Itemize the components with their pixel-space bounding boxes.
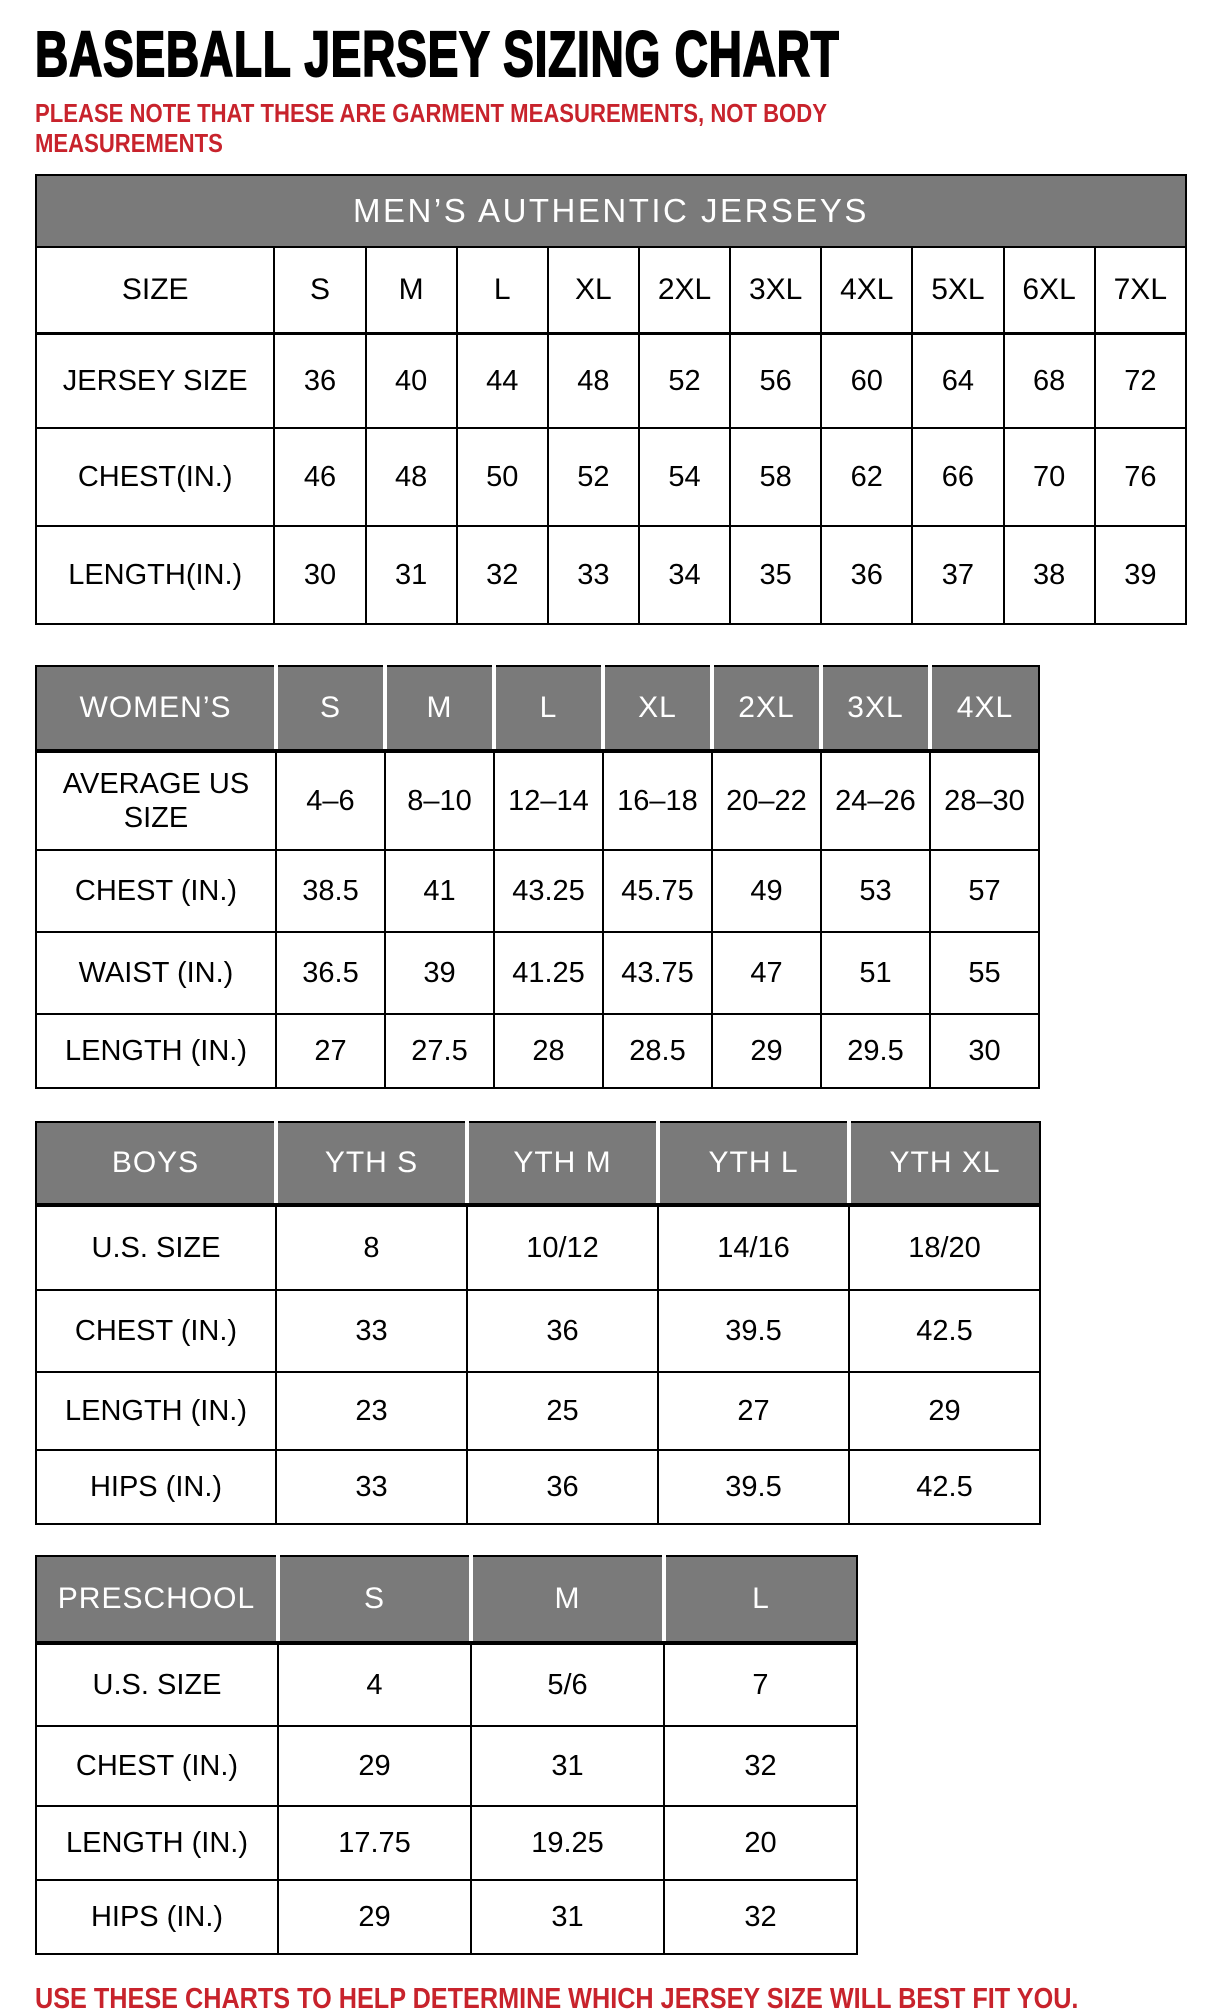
row-label: WAIST (IN.) [36, 932, 276, 1014]
column-header: L [457, 247, 548, 334]
table-title-bar: MEN’S AUTHENTIC JERSEYS [36, 175, 1186, 247]
cell-value: 16–18 [603, 751, 712, 850]
cell-value: 24–26 [821, 751, 930, 850]
table-row [36, 932, 1039, 1014]
cell-value: 45.75 [603, 850, 712, 932]
column-header: XL [548, 247, 639, 334]
cell-value: 29 [278, 1726, 471, 1806]
header-row [36, 666, 1039, 751]
row-group-header: PRESCHOOL [36, 1556, 278, 1643]
row-label: JERSEY SIZE [36, 334, 274, 429]
cell-value: 31 [471, 1726, 664, 1806]
table-row [36, 1726, 857, 1806]
row-label: LENGTH (IN.) [36, 1014, 276, 1088]
row-label: LENGTH(IN.) [36, 526, 274, 624]
womens-jerseys-table [35, 665, 1040, 1089]
cell-value: 66 [912, 428, 1003, 526]
cell-value: 76 [1095, 428, 1186, 526]
cell-value: 39 [1095, 526, 1186, 624]
cell-value: 17.75 [278, 1806, 471, 1880]
row-label: CHEST (IN.) [36, 1290, 276, 1372]
cell-value: 36.5 [276, 932, 385, 1014]
column-header: YTH S [276, 1122, 467, 1205]
cell-value: 41 [385, 850, 494, 932]
table-row [36, 428, 1186, 526]
cell-value: 29 [849, 1372, 1040, 1450]
row-label: U.S. SIZE [36, 1643, 278, 1726]
cell-value: 68 [1004, 334, 1095, 429]
cell-value: 4 [278, 1643, 471, 1726]
cell-value: 70 [1004, 428, 1095, 526]
column-header: 6XL [1004, 247, 1095, 334]
row-label: LENGTH (IN.) [36, 1372, 276, 1450]
row-label: HIPS (IN.) [36, 1450, 276, 1524]
cell-value: 37 [912, 526, 1003, 624]
table-row [36, 1290, 1040, 1372]
cell-value: 31 [366, 526, 457, 624]
cell-value: 47 [712, 932, 821, 1014]
cell-value: 72 [1095, 334, 1186, 429]
column-header: YTH L [658, 1122, 849, 1205]
cell-value: 40 [366, 334, 457, 429]
cell-value: 8 [276, 1205, 467, 1290]
boys-jerseys-table [35, 1121, 1041, 1525]
cell-value: 56 [730, 334, 821, 429]
table-row [36, 526, 1186, 624]
column-header: 3XL [821, 666, 930, 751]
column-header: M [366, 247, 457, 334]
fit-advice-note [35, 1983, 1220, 2016]
cell-value: 32 [457, 526, 548, 624]
cell-value: 51 [821, 932, 930, 1014]
cell-value: 30 [930, 1014, 1039, 1088]
cell-value: 28.5 [603, 1014, 712, 1088]
cell-value: 30 [274, 526, 365, 624]
cell-value: 12–14 [494, 751, 603, 850]
column-header: 5XL [912, 247, 1003, 334]
cell-value: 48 [548, 334, 639, 429]
cell-value: 29 [712, 1014, 821, 1088]
cell-value: 7 [664, 1643, 857, 1726]
header-row [36, 1122, 1040, 1205]
table-row [36, 1450, 1040, 1524]
header-row [36, 1556, 857, 1643]
row-label: U.S. SIZE [36, 1205, 276, 1290]
cell-value: 33 [276, 1290, 467, 1372]
cell-value: 20–22 [712, 751, 821, 850]
header-row [36, 247, 1186, 334]
table-row [36, 1643, 857, 1726]
cell-value: 55 [930, 932, 1039, 1014]
cell-value: 27.5 [385, 1014, 494, 1088]
cell-value: 29.5 [821, 1014, 930, 1088]
cell-value: 23 [276, 1372, 467, 1450]
row-label: CHEST (IN.) [36, 1726, 278, 1806]
column-header: 2XL [639, 247, 730, 334]
column-header: 2XL [712, 666, 821, 751]
cell-value: 43.25 [494, 850, 603, 932]
cell-value: 42.5 [849, 1450, 1040, 1524]
cell-value: 10/12 [467, 1205, 658, 1290]
garment-measurement-note-text: PLEASE NOTE THAT THESE ARE GARMENT MEASUREMENTS, NOT BODY MEASUREMENTS [35, 98, 827, 158]
cell-value: 5/6 [471, 1643, 664, 1726]
column-header: 7XL [1095, 247, 1186, 334]
cell-value: 60 [821, 334, 912, 429]
column-header: YTH XL [849, 1122, 1040, 1205]
column-header: L [664, 1556, 857, 1643]
cell-value: 29 [278, 1880, 471, 1954]
mens-authentic-jerseys-table [35, 174, 1187, 625]
cell-value: 49 [712, 850, 821, 932]
cell-value: 64 [912, 334, 1003, 429]
column-header: S [278, 1556, 471, 1643]
table-row [36, 1014, 1039, 1088]
table-row [36, 334, 1186, 429]
column-header: 3XL [730, 247, 821, 334]
cell-value: 62 [821, 428, 912, 526]
cell-value: 27 [276, 1014, 385, 1088]
column-header: 4XL [821, 247, 912, 334]
page-title [35, 18, 1220, 90]
row-group-header: BOYS [36, 1122, 276, 1205]
column-header: 4XL [930, 666, 1039, 751]
cell-value: 20 [664, 1806, 857, 1880]
cell-value: 44 [457, 334, 548, 429]
cell-value: 42.5 [849, 1290, 1040, 1372]
cell-value: 58 [730, 428, 821, 526]
cell-value: 36 [274, 334, 365, 429]
cell-value: 43.75 [603, 932, 712, 1014]
row-label: LENGTH (IN.) [36, 1806, 278, 1880]
cell-value: 52 [548, 428, 639, 526]
cell-value: 57 [930, 850, 1039, 932]
cell-value: 33 [548, 526, 639, 624]
cell-value: 33 [276, 1450, 467, 1524]
cell-value: 4–6 [276, 751, 385, 850]
cell-value: 41.25 [494, 932, 603, 1014]
column-header: M [471, 1556, 664, 1643]
column-header: S [274, 247, 365, 334]
cell-value: 50 [457, 428, 548, 526]
cell-value: 39.5 [658, 1290, 849, 1372]
cell-value: 46 [274, 428, 365, 526]
table-row [36, 850, 1039, 932]
cell-value: 48 [366, 428, 457, 526]
table-row [36, 1205, 1040, 1290]
cell-value: 19.25 [471, 1806, 664, 1880]
row-label: HIPS (IN.) [36, 1880, 278, 1954]
preschool-jerseys-table [35, 1555, 858, 1955]
row-group-header: WOMEN’S [36, 666, 276, 751]
column-header: YTH M [467, 1122, 658, 1205]
cell-value: 25 [467, 1372, 658, 1450]
fit-advice-note-text: USE THESE CHARTS TO HELP DETERMINE WHICH JERSEY SIZE WILL BEST FIT YOU. [35, 1983, 1079, 2015]
column-header: S [276, 666, 385, 751]
cell-value: 39.5 [658, 1450, 849, 1524]
cell-value: 28–30 [930, 751, 1039, 850]
row-label: CHEST (IN.) [36, 850, 276, 932]
row-label: CHEST(IN.) [36, 428, 274, 526]
cell-value: 38.5 [276, 850, 385, 932]
table-row [36, 1806, 857, 1880]
cell-value: 28 [494, 1014, 603, 1088]
cell-value: 53 [821, 850, 930, 932]
cell-value: 54 [639, 428, 730, 526]
page-title-text: BASEBALL JERSEY SIZING CHART [35, 18, 840, 90]
column-header: M [385, 666, 494, 751]
cell-value: 36 [467, 1290, 658, 1372]
row-group-header: SIZE [36, 247, 274, 334]
cell-value: 27 [658, 1372, 849, 1450]
cell-value: 14/16 [658, 1205, 849, 1290]
cell-value: 32 [664, 1726, 857, 1806]
cell-value: 34 [639, 526, 730, 624]
cell-value: 18/20 [849, 1205, 1040, 1290]
column-header: L [494, 666, 603, 751]
cell-value: 32 [664, 1880, 857, 1954]
cell-value: 52 [639, 334, 730, 429]
garment-measurement-note [35, 98, 1045, 158]
column-header: XL [603, 666, 712, 751]
table-row [36, 1880, 857, 1954]
cell-value: 35 [730, 526, 821, 624]
table-row [36, 1372, 1040, 1450]
table-row [36, 751, 1039, 850]
cell-value: 31 [471, 1880, 664, 1954]
cell-value: 39 [385, 932, 494, 1014]
cell-value: 36 [821, 526, 912, 624]
cell-value: 36 [467, 1450, 658, 1524]
cell-value: 8–10 [385, 751, 494, 850]
cell-value: 38 [1004, 526, 1095, 624]
row-label: AVERAGE US SIZE [36, 751, 276, 850]
